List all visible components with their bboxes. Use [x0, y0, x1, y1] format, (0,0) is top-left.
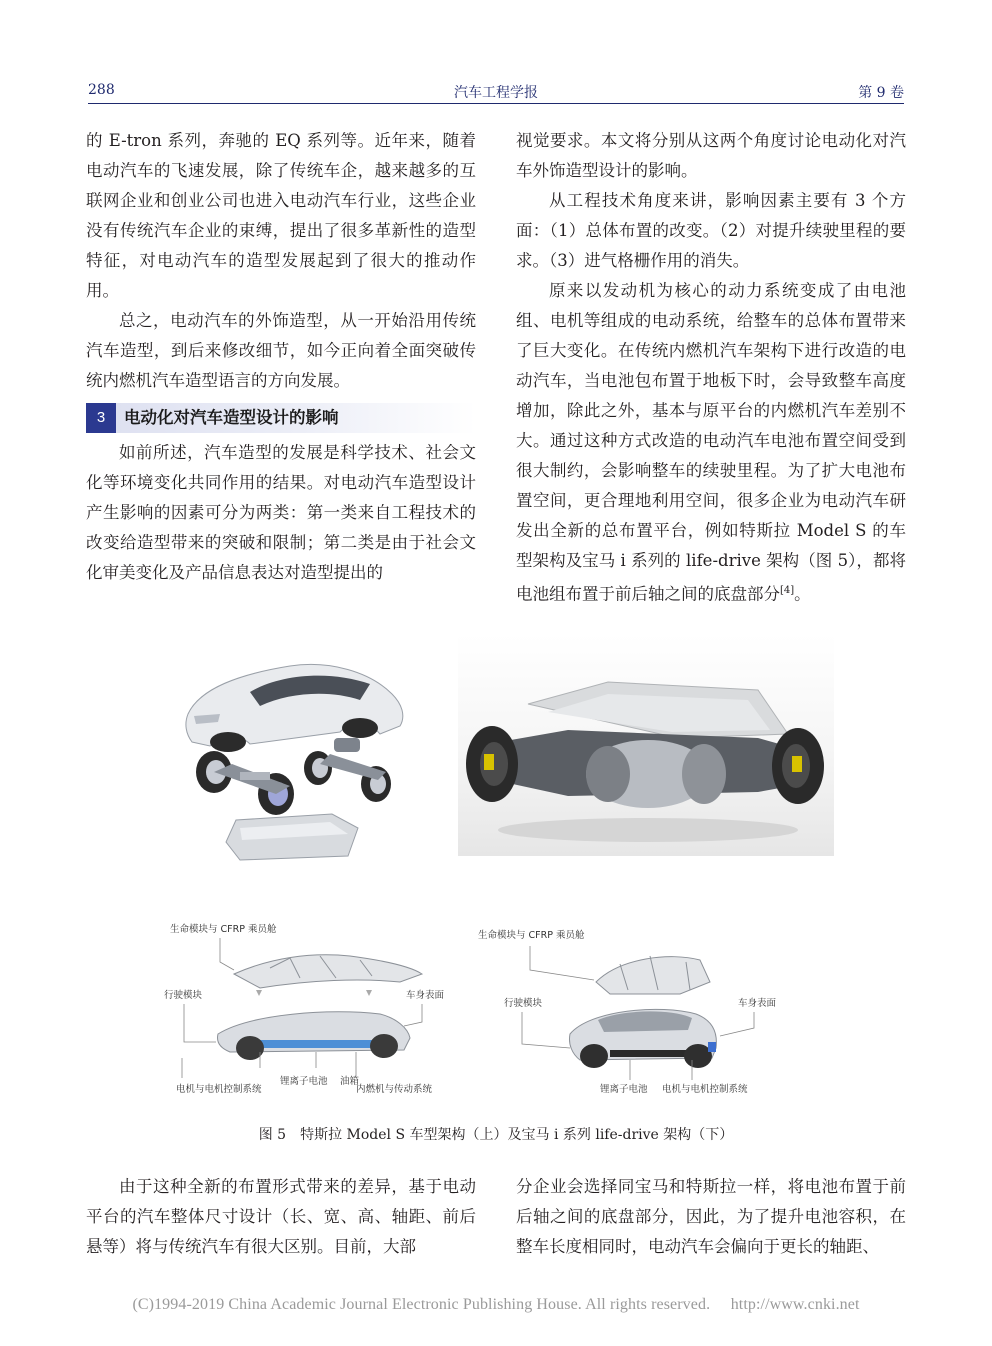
paragraph: 如前所述，汽车造型的发展是科学技术、社会文化等环境变化共同作用的结果。对电动汽车造型设计产生影响的因素可分为两类：第一类来自工程技术的改变给造型带来的突破和限制；第二类是由于社会文化审美变化及产品信息表达对造型提出的	[86, 443, 476, 582]
paragraph-end: 。	[794, 584, 811, 604]
paragraph: 由于这种全新的布置形式带来的差异，基于电动平台的汽车整体尺寸设计（长、宽、高、轴距、前后悬等）将与传统汽车有很大区别。目前，大部	[86, 1177, 476, 1256]
figure-caption	[0, 1124, 992, 1144]
label-ice-system: 内燃机与传动系统	[356, 1084, 433, 1095]
paragraph-text: 原来以发动机为核心的动力系统变成了由电池组、电机等组成的电动系统，给整车的总体布置带来了巨大变化。在传统内燃机汽车架构下进行改造的电动汽车，当电池包布置于地板下时，会导致整车高度增加，除此之外，基本与原平台的内燃机汽车差别不大。通过这种方式改造的电动汽车电池布置空间受到很大制约，会影响整车的续驶里程。为了扩大电池布置空间，更合理地利用空间，很多企业为电动汽车研发出全新的总布置平台，例如特斯拉 Model S 的车型架构及宝马 i 系列的 life-drive 架构（图 5），都将电池组布置于前后轴之间的底盘部分	[516, 281, 906, 604]
paragraph: 的 E-tron 系列，奔驰的 EQ 系列等。近年来，随着电动汽车的飞速发展，除了传统车企，越来越多的互联网企业和创业公司也进入电动汽车行业，这些企业没有传统汽车企业的束缚，提出了很多革新性的造型特征，对电动汽车的造型发展起到了很大的推动作用。	[86, 131, 476, 300]
volume-label: 第 9 卷	[858, 85, 904, 101]
label-motor-system: 电机与电机控制系统	[176, 1084, 262, 1095]
footer-url: http://www.cnki.net	[730, 1296, 860, 1313]
label-drive-module: 行驶模块	[504, 998, 543, 1009]
paragraph: 分企业会选择同宝马和特斯拉一样，将电池布置于前后轴之间的底盘部分，因此，为了提升电池容积，在整车长度相同时，电动汽车会偏向于更长的轴距、	[516, 1177, 906, 1256]
page-number: 288	[88, 82, 115, 98]
label-drive-module: 行驶模块	[164, 990, 203, 1001]
right-column	[516, 126, 906, 610]
journal-title: 汽车工程学报	[454, 85, 538, 101]
label-motor-system: 电机与电机控制系统	[662, 1084, 748, 1095]
citation: [4]	[780, 585, 795, 596]
label-life-module: 生命模块与 CFRP 乘员舱	[478, 930, 585, 941]
paragraph: 总之，电动汽车的外饰造型，从一开始沿用传统汽车造型，到后来修改细节，如今正向着全面突破传统内燃机汽车造型语言的方向发展。	[86, 311, 476, 390]
paragraph	[516, 276, 906, 610]
bottom-right-column	[516, 1172, 906, 1262]
tesla-exploded-image	[180, 644, 430, 864]
figure-label: 图 5	[258, 1127, 287, 1143]
bmw-i3-architecture-image	[478, 924, 800, 1102]
label-li-battery: 锂离子电池	[600, 1084, 648, 1095]
copyright-footer	[0, 1296, 992, 1314]
bottom-left-column	[86, 1172, 476, 1262]
section-heading	[86, 403, 476, 433]
label-life-module: 生命模块与 CFRP 乘员舱	[170, 924, 277, 935]
paragraph: 从工程技术角度来讲，影响因素主要有 3 个方面：（1）总体布置的改变。（2）对提升续驶里程的要求。（3）进气格栅作用的消失。	[516, 191, 906, 270]
left-column	[86, 126, 476, 588]
label-li-battery: 锂离子电池	[280, 1076, 328, 1087]
tesla-chassis-image	[458, 634, 834, 856]
label-body-surface: 车身表面	[406, 990, 445, 1001]
section-number: 3	[86, 403, 116, 433]
header-rule	[88, 103, 904, 104]
bmw-i8-architecture-image	[160, 918, 470, 1102]
section-title: 电动化对汽车造型设计的影响	[124, 408, 339, 427]
figure-caption-text: 特斯拉 Model S 车型架构（上）及宝马 i 系列 life-drive 架构（下）	[300, 1127, 734, 1143]
paragraph: 视觉要求。本文将分别从这两个角度讨论电动化对汽车外饰造型设计的影响。	[516, 131, 906, 180]
label-fuel-tank: 油箱	[340, 1076, 360, 1087]
page-header	[88, 82, 904, 104]
copyright-text: (C)1994-2019 China Academic Journal Electronic Publishing House. All rights reserved.	[132, 1296, 711, 1313]
label-body-surface: 车身表面	[738, 998, 777, 1009]
